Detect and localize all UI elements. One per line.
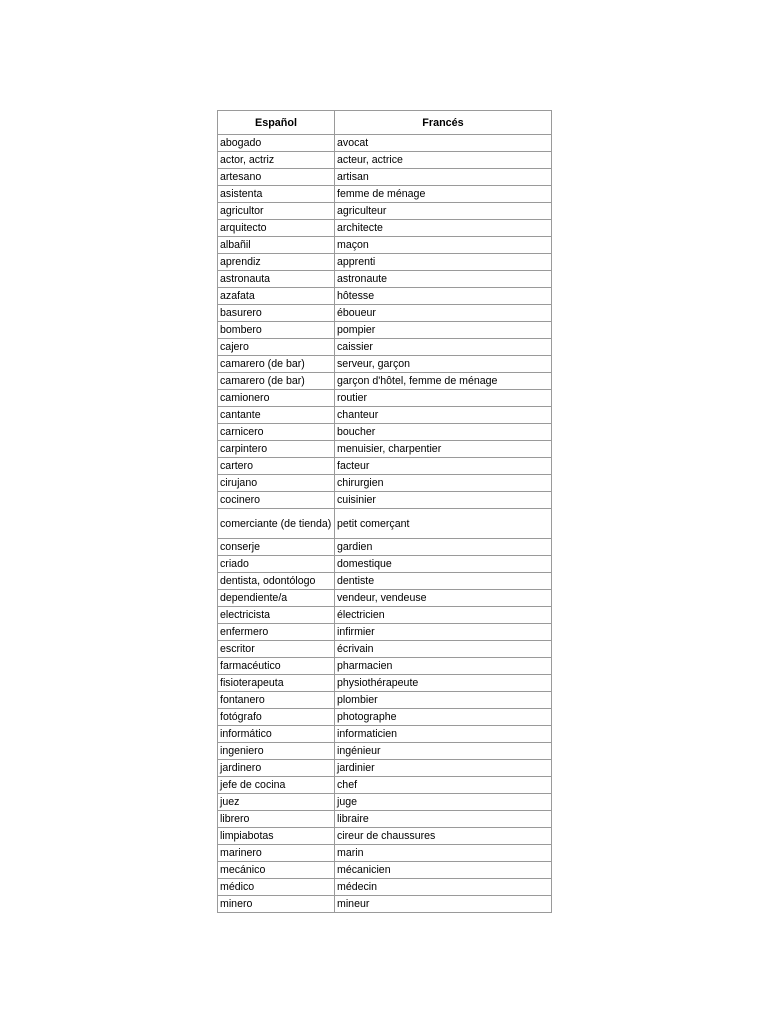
table-row xyxy=(218,356,552,373)
french-term: éboueur xyxy=(335,305,552,322)
spanish-term: cocinero xyxy=(218,492,335,509)
french-term: architecte xyxy=(335,220,552,237)
french-term: caissier xyxy=(335,339,552,356)
french-term: femme de ménage xyxy=(335,186,552,203)
table-row xyxy=(218,811,552,828)
french-term: avocat xyxy=(335,135,552,152)
spanish-term: minero xyxy=(218,896,335,913)
table-row xyxy=(218,186,552,203)
french-term: mineur xyxy=(335,896,552,913)
vocabulary-table xyxy=(217,110,552,913)
french-term: plombier xyxy=(335,692,552,709)
french-term: vendeur, vendeuse xyxy=(335,590,552,607)
table-row xyxy=(218,254,552,271)
french-term: jardinier xyxy=(335,760,552,777)
table-row xyxy=(218,458,552,475)
spanish-term: agricultor xyxy=(218,203,335,220)
table-row xyxy=(218,794,552,811)
table-row xyxy=(218,390,552,407)
french-term: menuisier, charpentier xyxy=(335,441,552,458)
table-row xyxy=(218,641,552,658)
table-row xyxy=(218,845,552,862)
table-row xyxy=(218,169,552,186)
french-term: apprenti xyxy=(335,254,552,271)
spanish-term: basurero xyxy=(218,305,335,322)
table-row xyxy=(218,475,552,492)
table-row xyxy=(218,203,552,220)
french-term: libraire xyxy=(335,811,552,828)
spanish-term: actor, actriz xyxy=(218,152,335,169)
table-row xyxy=(218,339,552,356)
table-row xyxy=(218,539,552,556)
french-term: juge xyxy=(335,794,552,811)
table-row xyxy=(218,441,552,458)
spanish-term: camarero (de bar) xyxy=(218,356,335,373)
table-row xyxy=(218,288,552,305)
french-term: boucher xyxy=(335,424,552,441)
spanish-term: astronauta xyxy=(218,271,335,288)
spanish-term: médico xyxy=(218,879,335,896)
french-term: serveur, garçon xyxy=(335,356,552,373)
table-row xyxy=(218,373,552,390)
table-row xyxy=(218,607,552,624)
french-term: acteur, actrice xyxy=(335,152,552,169)
table-row xyxy=(218,760,552,777)
spanish-term: carnicero xyxy=(218,424,335,441)
spanish-term: albañil xyxy=(218,237,335,254)
spanish-term: carpintero xyxy=(218,441,335,458)
french-term: hôtesse xyxy=(335,288,552,305)
french-term: domestique xyxy=(335,556,552,573)
table-row xyxy=(218,556,552,573)
spanish-term: escritor xyxy=(218,641,335,658)
column-header-french: Francés xyxy=(335,111,552,135)
spanish-term: cajero xyxy=(218,339,335,356)
spanish-term: azafata xyxy=(218,288,335,305)
table-row xyxy=(218,777,552,794)
spanish-term: cantante xyxy=(218,407,335,424)
table-row xyxy=(218,424,552,441)
spanish-term: mecánico xyxy=(218,862,335,879)
table-row xyxy=(218,709,552,726)
french-term: pompier xyxy=(335,322,552,339)
french-term: facteur xyxy=(335,458,552,475)
table-row xyxy=(218,152,552,169)
table-row xyxy=(218,590,552,607)
table-row xyxy=(218,879,552,896)
table-row xyxy=(218,658,552,675)
french-term: ingénieur xyxy=(335,743,552,760)
spanish-term: jefe de cocina xyxy=(218,777,335,794)
spanish-term: criado xyxy=(218,556,335,573)
table-row xyxy=(218,237,552,254)
french-term: électricien xyxy=(335,607,552,624)
spanish-term: asistenta xyxy=(218,186,335,203)
table-row xyxy=(218,726,552,743)
spanish-term: librero xyxy=(218,811,335,828)
table-row xyxy=(218,322,552,339)
table-row xyxy=(218,305,552,322)
french-term: astronaute xyxy=(335,271,552,288)
spanish-term: fontanero xyxy=(218,692,335,709)
french-term: pharmacien xyxy=(335,658,552,675)
spanish-term: bombero xyxy=(218,322,335,339)
table-row xyxy=(218,862,552,879)
spanish-term: informático xyxy=(218,726,335,743)
spanish-term: comerciante (de tienda) xyxy=(218,509,335,539)
french-term: chef xyxy=(335,777,552,794)
spanish-term: ingeniero xyxy=(218,743,335,760)
table-row xyxy=(218,692,552,709)
french-term: marin xyxy=(335,845,552,862)
table-row xyxy=(218,743,552,760)
french-term: physiothérapeute xyxy=(335,675,552,692)
french-term: médecin xyxy=(335,879,552,896)
spanish-term: abogado xyxy=(218,135,335,152)
french-term: routier xyxy=(335,390,552,407)
table-row xyxy=(218,492,552,509)
spanish-term: fotógrafo xyxy=(218,709,335,726)
spanish-term: electricista xyxy=(218,607,335,624)
spanish-term: enfermero xyxy=(218,624,335,641)
french-term: maçon xyxy=(335,237,552,254)
french-term: informaticien xyxy=(335,726,552,743)
spanish-term: conserje xyxy=(218,539,335,556)
french-term: cuisinier xyxy=(335,492,552,509)
spanish-term: arquitecto xyxy=(218,220,335,237)
french-term: petit comerçant xyxy=(335,509,552,539)
column-header-spanish: Español xyxy=(218,111,335,135)
french-term: garçon d'hôtel, femme de ménage xyxy=(335,373,552,390)
spanish-term: farmacéutico xyxy=(218,658,335,675)
table-row xyxy=(218,896,552,913)
spanish-term: artesano xyxy=(218,169,335,186)
spanish-term: juez xyxy=(218,794,335,811)
french-term: photographe xyxy=(335,709,552,726)
table-row xyxy=(218,828,552,845)
spanish-term: dependiente/a xyxy=(218,590,335,607)
table-row xyxy=(218,624,552,641)
french-term: artisan xyxy=(335,169,552,186)
french-term: infirmier xyxy=(335,624,552,641)
table-row xyxy=(218,271,552,288)
french-term: cireur de chaussures xyxy=(335,828,552,845)
table-row xyxy=(218,509,552,539)
header-row xyxy=(218,111,552,135)
spanish-term: cirujano xyxy=(218,475,335,492)
table-body xyxy=(218,135,552,913)
spanish-term: cartero xyxy=(218,458,335,475)
spanish-term: dentista, odontólogo xyxy=(218,573,335,590)
spanish-term: limpiabotas xyxy=(218,828,335,845)
french-term: mécanicien xyxy=(335,862,552,879)
spanish-term: fisioterapeuta xyxy=(218,675,335,692)
spanish-term: marinero xyxy=(218,845,335,862)
french-term: agriculteur xyxy=(335,203,552,220)
french-term: écrivain xyxy=(335,641,552,658)
spanish-term: camarero (de bar) xyxy=(218,373,335,390)
table-row xyxy=(218,135,552,152)
spanish-term: aprendiz xyxy=(218,254,335,271)
french-term: chirurgien xyxy=(335,475,552,492)
french-term: chanteur xyxy=(335,407,552,424)
spanish-term: camionero xyxy=(218,390,335,407)
table-row xyxy=(218,573,552,590)
table-row xyxy=(218,407,552,424)
french-term: dentiste xyxy=(335,573,552,590)
table-row xyxy=(218,220,552,237)
table-row xyxy=(218,675,552,692)
french-term: gardien xyxy=(335,539,552,556)
spanish-term: jardinero xyxy=(218,760,335,777)
